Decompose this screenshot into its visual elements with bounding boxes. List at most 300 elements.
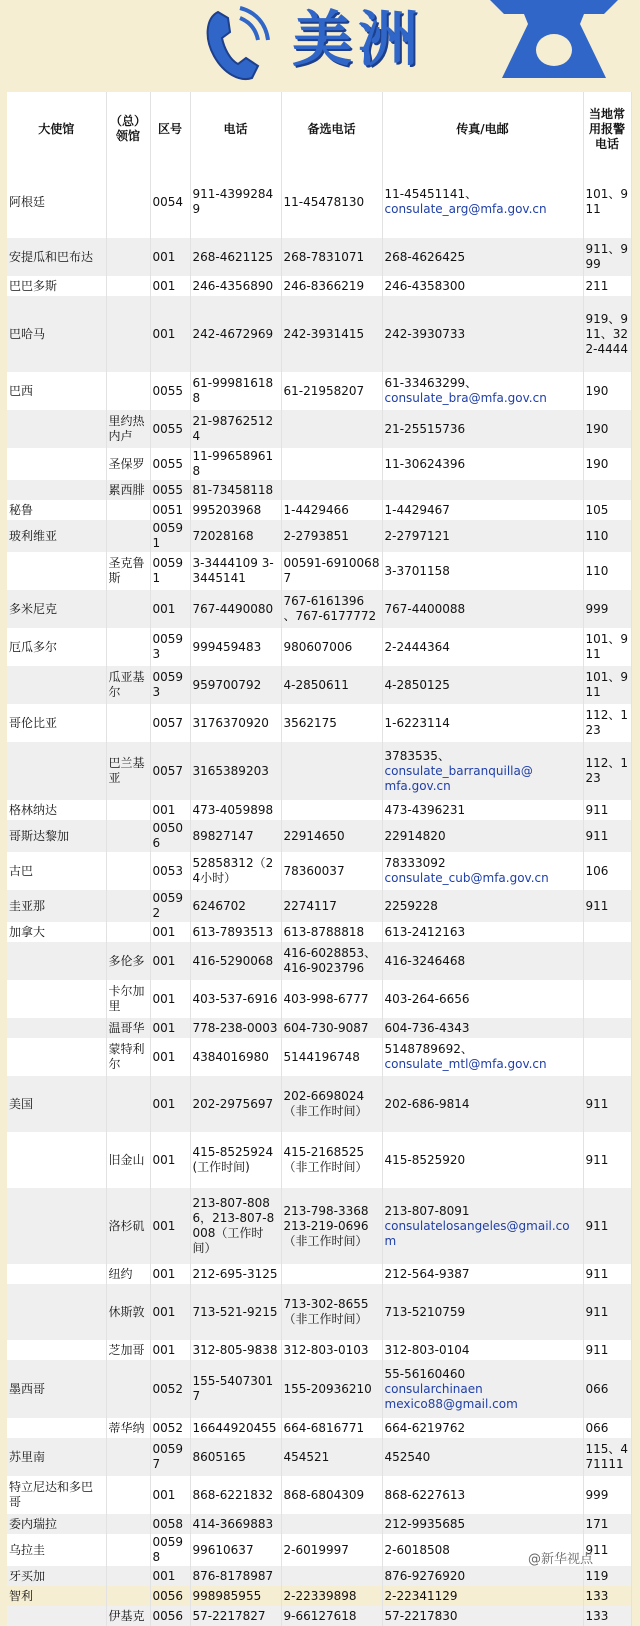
table-row bbox=[7, 1586, 631, 1606]
table-row bbox=[7, 628, 631, 666]
cell-embassy: 墨西哥 bbox=[7, 1360, 106, 1418]
cell-consulate bbox=[106, 1514, 150, 1534]
cell-area-code: 0057 bbox=[150, 704, 190, 742]
cell-alt-phone: 2-6019997 bbox=[281, 1534, 382, 1566]
cell-consulate bbox=[106, 922, 150, 942]
cell-embassy: 哥伦比亚 bbox=[7, 704, 106, 742]
cell-area-code: 00597 bbox=[150, 1438, 190, 1476]
cell-embassy: 玻利维亚 bbox=[7, 520, 106, 552]
cell-area-code: 001 bbox=[150, 1340, 190, 1360]
cell-police-number: 101、911 bbox=[583, 166, 631, 238]
cell-phone: 911-43992849 bbox=[190, 166, 281, 238]
table-row bbox=[7, 166, 631, 238]
table-row bbox=[7, 1284, 631, 1340]
cell-embassy: 格林纳达 bbox=[7, 800, 106, 820]
email-text: consularchinaen bbox=[384, 1381, 483, 1396]
cell-area-code: 001 bbox=[150, 1264, 190, 1284]
table-row bbox=[7, 1360, 631, 1418]
cell-police-number: 133 bbox=[583, 1606, 631, 1626]
cell-phone: 16644920455 bbox=[190, 1418, 281, 1438]
cell-consulate bbox=[106, 372, 150, 410]
cell-area-code: 001 bbox=[150, 980, 190, 1018]
cell-consulate bbox=[106, 1586, 150, 1606]
fax-number: 3783535、 bbox=[384, 748, 450, 763]
cell-fax-email: 868-6227613 bbox=[382, 1476, 583, 1514]
cell-police-number: 999 bbox=[583, 1476, 631, 1514]
cell-embassy bbox=[7, 1606, 106, 1626]
cell-embassy bbox=[7, 1018, 106, 1038]
cell-phone: 998985955 bbox=[190, 1586, 281, 1606]
cell-consulate: 洛杉矶 bbox=[106, 1188, 150, 1264]
table-row bbox=[7, 1076, 631, 1132]
cell-alt-phone bbox=[281, 742, 382, 800]
cell-alt-phone: 61-21958207 bbox=[281, 372, 382, 410]
table-row bbox=[7, 942, 631, 980]
cell-phone: 3165389203 bbox=[190, 742, 281, 800]
cell-phone: 3-3444109 3-3445141 bbox=[190, 552, 281, 590]
cell-police-number: 171 bbox=[583, 1514, 631, 1534]
cell-consulate bbox=[106, 704, 150, 742]
cell-consulate bbox=[106, 1566, 150, 1586]
cell-fax-email: 604-736-4343 bbox=[382, 1018, 583, 1038]
cell-alt-phone: 22914650 bbox=[281, 820, 382, 852]
table-row bbox=[7, 890, 631, 922]
cell-police-number: 112、123 bbox=[583, 704, 631, 742]
cell-alt-phone: 9-66127618 bbox=[281, 1606, 382, 1626]
table-row bbox=[7, 1132, 631, 1188]
table-row bbox=[7, 1340, 631, 1360]
cell-consulate: 蒙特利尔 bbox=[106, 1038, 150, 1076]
email-text: consulate_bra@mfa.gov.cn bbox=[384, 391, 547, 405]
fax-number: 55-56160460 bbox=[384, 1366, 466, 1381]
cell-phone: 52858312（24小时） bbox=[190, 852, 281, 890]
cell-area-code: 0056 bbox=[150, 1606, 190, 1626]
cell-fax-email: 202-686-9814 bbox=[382, 1076, 583, 1132]
cell-police-number: 911 bbox=[583, 1284, 631, 1340]
cell-phone: 959700792 bbox=[190, 666, 281, 704]
cell-alt-phone bbox=[281, 448, 382, 480]
table-header-row bbox=[7, 92, 631, 166]
cell-alt-phone: 155-20936210 bbox=[281, 1360, 382, 1418]
banner-title: 美洲 bbox=[292, 5, 424, 75]
banner bbox=[0, 0, 640, 92]
cell-area-code: 0056 bbox=[150, 1586, 190, 1606]
cell-consulate bbox=[106, 590, 150, 628]
cell-area-code: 00591 bbox=[150, 520, 190, 552]
cell-consulate: 圣保罗 bbox=[106, 448, 150, 480]
table-row bbox=[7, 820, 631, 852]
cell-fax-email: 403-264-6656 bbox=[382, 980, 583, 1018]
cell-police-number: 110 bbox=[583, 552, 631, 590]
cell-alt-phone bbox=[281, 800, 382, 820]
cell-consulate: 累西腓 bbox=[106, 480, 150, 500]
cell-consulate: 纽约 bbox=[106, 1264, 150, 1284]
cell-embassy: 委内瑞拉 bbox=[7, 1514, 106, 1534]
cell-embassy bbox=[7, 480, 106, 500]
cell-embassy bbox=[7, 1418, 106, 1438]
table-row bbox=[7, 800, 631, 820]
cell-fax-email: 767-4400088 bbox=[382, 590, 583, 628]
cell-police-number: 911 bbox=[583, 1340, 631, 1360]
cell-area-code: 0057 bbox=[150, 742, 190, 800]
cell-area-code: 00593 bbox=[150, 628, 190, 666]
cell-police-number: 911 bbox=[583, 1076, 631, 1132]
cell-alt-phone bbox=[281, 410, 382, 448]
cell-consulate: 芝加哥 bbox=[106, 1340, 150, 1360]
cell-police-number: 190 bbox=[583, 372, 631, 410]
cell-area-code: 00593 bbox=[150, 666, 190, 704]
cell-phone: 202-2975697 bbox=[190, 1076, 281, 1132]
cell-fax-email bbox=[382, 852, 583, 890]
table-row bbox=[7, 1606, 631, 1626]
cell-alt-phone: 868-6804309 bbox=[281, 1476, 382, 1514]
cell-area-code: 0055 bbox=[150, 480, 190, 500]
cell-embassy bbox=[7, 448, 106, 480]
cell-alt-phone: 604-730-9087 bbox=[281, 1018, 382, 1038]
cell-phone: 242-4672969 bbox=[190, 296, 281, 372]
cell-area-code: 001 bbox=[150, 1476, 190, 1514]
cell-fax-email bbox=[382, 1038, 583, 1076]
table-row bbox=[7, 448, 631, 480]
cell-consulate bbox=[106, 1438, 150, 1476]
cell-alt-phone: 980607006 bbox=[281, 628, 382, 666]
cell-alt-phone: 78360037 bbox=[281, 852, 382, 890]
cell-embassy: 圭亚那 bbox=[7, 890, 106, 922]
cell-alt-phone: 202-6698024（非工作时间） bbox=[281, 1076, 382, 1132]
embassy-contact-table bbox=[7, 92, 632, 1626]
cell-police-number: 190 bbox=[583, 410, 631, 448]
cell-police-number: 911 bbox=[583, 890, 631, 922]
cell-area-code: 001 bbox=[150, 238, 190, 276]
cell-alt-phone: 713-302-8655（非工作时间） bbox=[281, 1284, 382, 1340]
cell-embassy bbox=[7, 1132, 106, 1188]
cell-fax-email: 2-6018508 bbox=[382, 1534, 583, 1566]
cell-embassy: 苏里南 bbox=[7, 1438, 106, 1476]
cell-phone: 312-805-9838 bbox=[190, 1340, 281, 1360]
email-text: consulate_arg@mfa.gov.cn bbox=[384, 202, 547, 216]
table-row bbox=[7, 980, 631, 1018]
cell-phone: 473-4059898 bbox=[190, 800, 281, 820]
cell-phone: 403-537-6916 bbox=[190, 980, 281, 1018]
cell-embassy: 巴哈马 bbox=[7, 296, 106, 372]
cell-embassy: 秘鲁 bbox=[7, 500, 106, 520]
cell-embassy: 哥斯达黎加 bbox=[7, 820, 106, 852]
fax-number: 213-807-8091 bbox=[384, 1203, 470, 1218]
cell-alt-phone: 2-2793851 bbox=[281, 520, 382, 552]
cell-embassy: 加拿大 bbox=[7, 922, 106, 942]
table-row bbox=[7, 666, 631, 704]
header-police: 当地常用报警电话 bbox=[583, 92, 631, 166]
cell-police-number: 190 bbox=[583, 448, 631, 480]
cell-police-number: 211 bbox=[583, 276, 631, 296]
email-text: consulate_mtl@mfa.gov.cn bbox=[384, 1057, 547, 1071]
cell-alt-phone: 1-4429466 bbox=[281, 500, 382, 520]
cell-embassy: 牙买加 bbox=[7, 1566, 106, 1586]
cell-embassy bbox=[7, 1264, 106, 1284]
table-row bbox=[7, 276, 631, 296]
header-embassy: 大使馆 bbox=[7, 92, 106, 166]
cell-embassy bbox=[7, 552, 106, 590]
cell-alt-phone: 767-6161396 、767-6177772 bbox=[281, 590, 382, 628]
cell-police-number: 112、123 bbox=[583, 742, 631, 800]
cell-alt-phone: 403-998-6777 bbox=[281, 980, 382, 1018]
cell-fax-email: 2-2444364 bbox=[382, 628, 583, 666]
cell-area-code: 0052 bbox=[150, 1360, 190, 1418]
cell-phone: 246-4356890 bbox=[190, 276, 281, 296]
cell-police-number: 105 bbox=[583, 500, 631, 520]
cell-area-code: 001 bbox=[150, 922, 190, 942]
table-row bbox=[7, 552, 631, 590]
table-row bbox=[7, 520, 631, 552]
table-row bbox=[7, 742, 631, 800]
fax-number: 5148789692、 bbox=[384, 1042, 473, 1056]
cell-area-code: 0054 bbox=[150, 166, 190, 238]
cell-area-code: 001 bbox=[150, 800, 190, 820]
cell-fax-email: 664-6219762 bbox=[382, 1418, 583, 1438]
header-phone: 电话 bbox=[190, 92, 281, 166]
cell-area-code: 00591 bbox=[150, 552, 190, 590]
cell-phone: 11-996589618 bbox=[190, 448, 281, 480]
cell-consulate bbox=[106, 1360, 150, 1418]
cell-fax-email: 713-5210759 bbox=[382, 1284, 583, 1340]
cell-embassy: 安提瓜和巴布达 bbox=[7, 238, 106, 276]
cell-fax-email: 246-4358300 bbox=[382, 276, 583, 296]
cell-consulate bbox=[106, 1534, 150, 1566]
cell-phone: 61-999816188 bbox=[190, 372, 281, 410]
cell-area-code: 0055 bbox=[150, 410, 190, 448]
cell-alt-phone: 3562175 bbox=[281, 704, 382, 742]
cell-police-number: 101、911 bbox=[583, 666, 631, 704]
cell-fax-email: 2259228 bbox=[382, 890, 583, 922]
table-row bbox=[7, 500, 631, 520]
cell-area-code: 001 bbox=[150, 1038, 190, 1076]
cell-embassy: 特立尼达和多巴哥 bbox=[7, 1476, 106, 1514]
cell-fax-email bbox=[382, 1188, 583, 1264]
cell-area-code: 001 bbox=[150, 1284, 190, 1340]
cell-consulate: 瓜亚基尔 bbox=[106, 666, 150, 704]
cell-police-number: 066 bbox=[583, 1360, 631, 1418]
cell-consulate bbox=[106, 890, 150, 922]
cell-alt-phone: 2274117 bbox=[281, 890, 382, 922]
cell-area-code: 00598 bbox=[150, 1534, 190, 1566]
cell-fax-email: 1-4429467 bbox=[382, 500, 583, 520]
cell-police-number: 911、999 bbox=[583, 238, 631, 276]
cell-phone: 995203968 bbox=[190, 500, 281, 520]
cell-phone: 4384016980 bbox=[190, 1038, 281, 1076]
cell-embassy: 智利 bbox=[7, 1586, 106, 1606]
cell-alt-phone: 11-45478130 bbox=[281, 166, 382, 238]
cell-police-number: 999 bbox=[583, 590, 631, 628]
cell-phone: 416-5290068 bbox=[190, 942, 281, 980]
cell-police-number bbox=[583, 1018, 631, 1038]
header-consulate: （总）领馆 bbox=[106, 92, 150, 166]
cell-embassy bbox=[7, 1038, 106, 1076]
cell-area-code: 001 bbox=[150, 1566, 190, 1586]
cell-area-code: 00506 bbox=[150, 820, 190, 852]
cell-alt-phone: 246-8366219 bbox=[281, 276, 382, 296]
cell-fax-email: 415-8525920 bbox=[382, 1132, 583, 1188]
table-row bbox=[7, 1476, 631, 1514]
cell-embassy: 巴西 bbox=[7, 372, 106, 410]
cell-police-number: 911 bbox=[583, 800, 631, 820]
cell-consulate bbox=[106, 1076, 150, 1132]
cell-fax-email: 613-2412163 bbox=[382, 922, 583, 942]
cell-embassy bbox=[7, 980, 106, 1018]
cell-embassy bbox=[7, 1188, 106, 1264]
cell-phone: 713-521-9215 bbox=[190, 1284, 281, 1340]
cell-consulate bbox=[106, 500, 150, 520]
cell-phone: 72028168 bbox=[190, 520, 281, 552]
table-row bbox=[7, 1264, 631, 1284]
table-row bbox=[7, 296, 631, 372]
cell-phone: 99610637 bbox=[190, 1534, 281, 1566]
cell-area-code: 001 bbox=[150, 296, 190, 372]
cell-police-number: 911 bbox=[583, 1132, 631, 1188]
table-row bbox=[7, 372, 631, 410]
cell-phone: 57-2217827 bbox=[190, 1606, 281, 1626]
cell-alt-phone: 416-6028853、416-9023796 bbox=[281, 942, 382, 980]
cell-phone: 212-695-3125 bbox=[190, 1264, 281, 1284]
cell-police-number bbox=[583, 480, 631, 500]
cell-fax-email: 21-25515736 bbox=[382, 410, 583, 448]
cell-embassy: 乌拉圭 bbox=[7, 1534, 106, 1566]
cell-phone: 6246702 bbox=[190, 890, 281, 922]
cell-fax-email: 22914820 bbox=[382, 820, 583, 852]
cell-police-number bbox=[583, 1038, 631, 1076]
cell-embassy bbox=[7, 410, 106, 448]
cell-police-number: 133 bbox=[583, 1586, 631, 1606]
cell-police-number: 919、911、322-4444 bbox=[583, 296, 631, 372]
cell-phone: 999459483 bbox=[190, 628, 281, 666]
cell-alt-phone: 242-3931415 bbox=[281, 296, 382, 372]
cell-area-code: 0052 bbox=[150, 1418, 190, 1438]
cell-embassy: 多米尼克 bbox=[7, 590, 106, 628]
cell-police-number: 911 bbox=[583, 820, 631, 852]
email-text: consulate_cub@mfa.gov.cn bbox=[384, 871, 549, 885]
cell-embassy bbox=[7, 1340, 106, 1360]
cell-area-code: 001 bbox=[150, 590, 190, 628]
cell-area-code: 001 bbox=[150, 1076, 190, 1132]
table-row bbox=[7, 1418, 631, 1438]
cell-phone: 415-8525924(工作时间) bbox=[190, 1132, 281, 1188]
cell-embassy bbox=[7, 942, 106, 980]
cell-embassy bbox=[7, 1284, 106, 1340]
table-row bbox=[7, 238, 631, 276]
cell-police-number: 119 bbox=[583, 1566, 631, 1586]
cell-fax-email: 212-564-9387 bbox=[382, 1264, 583, 1284]
cell-fax-email: 1-6223114 bbox=[382, 704, 583, 742]
cell-alt-phone: 664-6816771 bbox=[281, 1418, 382, 1438]
cell-phone: 89827147 bbox=[190, 820, 281, 852]
cell-fax-email: 268-4626425 bbox=[382, 238, 583, 276]
cell-alt-phone: 415-2168525（非工作时间） bbox=[281, 1132, 382, 1188]
cell-consulate: 休斯敦 bbox=[106, 1284, 150, 1340]
cell-consulate bbox=[106, 852, 150, 890]
telephone-icon bbox=[484, 0, 624, 80]
table-row bbox=[7, 1038, 631, 1076]
cell-police-number: 110 bbox=[583, 520, 631, 552]
cell-embassy: 古巴 bbox=[7, 852, 106, 890]
cell-area-code: 001 bbox=[150, 1132, 190, 1188]
cell-consulate: 多伦多 bbox=[106, 942, 150, 980]
cell-police-number bbox=[583, 942, 631, 980]
cell-alt-phone: 4-2850611 bbox=[281, 666, 382, 704]
cell-consulate bbox=[106, 276, 150, 296]
cell-alt-phone: 2-22339898 bbox=[281, 1586, 382, 1606]
cell-consulate bbox=[106, 166, 150, 238]
cell-fax-email bbox=[382, 1360, 583, 1418]
cell-police-number: 066 bbox=[583, 1418, 631, 1438]
cell-consulate bbox=[106, 1476, 150, 1514]
cell-phone: 268-4621125 bbox=[190, 238, 281, 276]
cell-fax-email: 416-3246468 bbox=[382, 942, 583, 980]
cell-phone: 778-238-0003 bbox=[190, 1018, 281, 1038]
cell-area-code: 001 bbox=[150, 1188, 190, 1264]
cell-phone: 767-4490080 bbox=[190, 590, 281, 628]
table-row bbox=[7, 1018, 631, 1038]
cell-fax-email bbox=[382, 742, 583, 800]
cell-police-number bbox=[583, 922, 631, 942]
table-row bbox=[7, 1566, 631, 1586]
fax-number: 11-45451141、 bbox=[384, 187, 478, 201]
email-text: consulate_barranquilla@ bbox=[384, 763, 533, 778]
email-text: mexico88@gmail.com bbox=[384, 1396, 518, 1411]
cell-area-code: 0058 bbox=[150, 1514, 190, 1534]
email-text: mfa.gov.cn bbox=[384, 778, 451, 793]
fax-number: 61-33463299、 bbox=[384, 376, 478, 390]
fax-number: 78333092 bbox=[384, 856, 446, 870]
cell-embassy: 巴巴多斯 bbox=[7, 276, 106, 296]
cell-fax-email: 2-22341129 bbox=[382, 1586, 583, 1606]
cell-phone: 8605165 bbox=[190, 1438, 281, 1476]
cell-embassy: 阿根廷 bbox=[7, 166, 106, 238]
cell-area-code: 00592 bbox=[150, 890, 190, 922]
table-row bbox=[7, 410, 631, 448]
header-fax-email: 传真/电邮 bbox=[382, 92, 583, 166]
cell-police-number: 101、911 bbox=[583, 628, 631, 666]
table-row bbox=[7, 590, 631, 628]
table-row bbox=[7, 480, 631, 500]
cell-alt-phone bbox=[281, 1566, 382, 1586]
cell-police-number: 115、471111 bbox=[583, 1438, 631, 1476]
cell-phone: 155-54073017 bbox=[190, 1360, 281, 1418]
cell-phone: 21-987625124 bbox=[190, 410, 281, 448]
cell-consulate: 伊基克 bbox=[106, 1606, 150, 1626]
table-row bbox=[7, 852, 631, 890]
cell-fax-email bbox=[382, 166, 583, 238]
cell-consulate bbox=[106, 296, 150, 372]
table-row bbox=[7, 922, 631, 942]
cell-alt-phone bbox=[281, 1264, 382, 1284]
cell-consulate: 巴兰基亚 bbox=[106, 742, 150, 800]
cell-phone: 613-7893513 bbox=[190, 922, 281, 942]
cell-area-code: 0055 bbox=[150, 372, 190, 410]
cell-police-number bbox=[583, 980, 631, 1018]
cell-fax-email: 11-30624396 bbox=[382, 448, 583, 480]
cell-fax-email: 2-2797121 bbox=[382, 520, 583, 552]
cell-embassy: 美国 bbox=[7, 1076, 106, 1132]
cell-consulate: 温哥华 bbox=[106, 1018, 150, 1038]
cell-area-code: 001 bbox=[150, 1018, 190, 1038]
cell-area-code: 0051 bbox=[150, 500, 190, 520]
cell-phone: 3176370920 bbox=[190, 704, 281, 742]
cell-fax-email: 57-2217830 bbox=[382, 1606, 583, 1626]
cell-fax-email bbox=[382, 480, 583, 500]
cell-consulate bbox=[106, 800, 150, 820]
cell-fax-email: 3-3701158 bbox=[382, 552, 583, 590]
cell-alt-phone: 613-8788818 bbox=[281, 922, 382, 942]
cell-phone: 81-73458118 bbox=[190, 480, 281, 500]
